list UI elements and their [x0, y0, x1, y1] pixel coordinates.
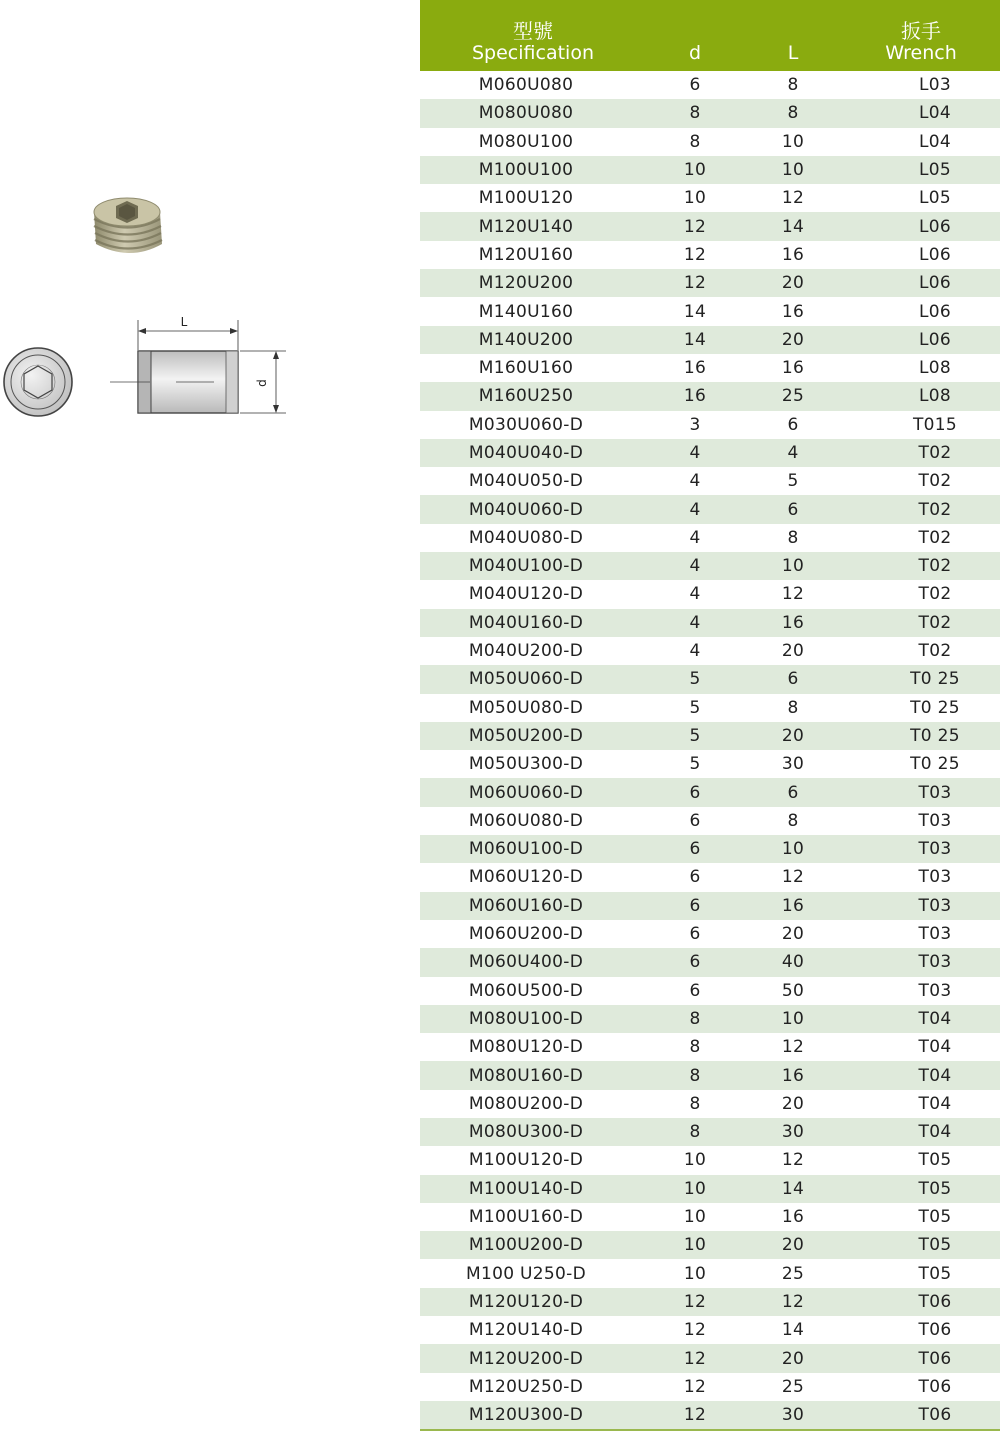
cell-l: 20	[781, 924, 805, 945]
cell-wrench: T05	[918, 1263, 952, 1284]
cell-d: 6	[646, 835, 744, 863]
cell-specification: M120U250-D	[468, 1376, 584, 1397]
cell-wrench: T02	[842, 552, 1000, 580]
cell-wrench: T03	[918, 810, 952, 831]
cell-l: 25	[744, 382, 842, 410]
cell-l: 20	[744, 1231, 842, 1259]
cell-specification: M080U200-D	[468, 1093, 584, 1114]
length-dimension-label: L	[180, 315, 188, 329]
cell-d: 16	[646, 382, 744, 410]
cell-l: 20	[744, 269, 842, 297]
end-view-drawing	[4, 348, 72, 416]
cell-specification: M100U160-D	[468, 1207, 584, 1228]
cell-d: 6	[689, 867, 701, 888]
table-row	[420, 382, 1000, 410]
table-row	[420, 269, 1000, 297]
cell-d: 6	[646, 778, 744, 806]
cell-l: 12	[781, 867, 805, 888]
cell-specification: M120U200	[420, 269, 646, 297]
cell-wrench: L06	[918, 301, 951, 322]
cell-wrench: L05	[918, 188, 951, 209]
cell-specification: M100U120	[478, 188, 574, 209]
table-row	[420, 694, 1000, 722]
cell-specification: M140U160	[478, 301, 574, 322]
cell-l: 6	[787, 414, 799, 435]
cell-specification: M120U160	[478, 244, 574, 265]
table-row	[420, 552, 1000, 580]
cell-l: 5	[787, 471, 799, 492]
cell-specification: M050U080-D	[468, 697, 584, 718]
cell-wrench: T05	[918, 1150, 952, 1171]
diameter-dimension-label: d	[255, 379, 269, 387]
cell-specification: M100U120-D	[468, 1150, 584, 1171]
cell-wrench: T04	[842, 1061, 1000, 1089]
cell-l: 14	[744, 212, 842, 240]
cell-l: 20	[744, 326, 842, 354]
cell-wrench: T02	[842, 495, 1000, 523]
side-view-drawing	[110, 320, 286, 413]
cell-d: 12	[683, 1376, 707, 1397]
cell-specification: M060U060-D	[420, 778, 646, 806]
wrench-header-english: Wrench	[885, 42, 957, 64]
cell-wrench: T02	[918, 471, 952, 492]
cell-d: 8	[689, 1037, 701, 1058]
table-body	[420, 71, 1000, 1430]
cell-l: 6	[744, 495, 842, 523]
table-row	[420, 297, 1000, 325]
cell-wrench: T03	[918, 924, 952, 945]
cell-wrench: T02	[842, 609, 1000, 637]
cell-wrench: T03	[918, 980, 952, 1001]
cell-d: 6	[689, 980, 701, 1001]
cell-specification: M040U050-D	[468, 471, 584, 492]
cell-l: 12	[781, 584, 805, 605]
cell-d: 5	[689, 754, 701, 775]
cell-wrench: L06	[842, 269, 1000, 297]
cell-specification: M160U250	[420, 382, 646, 410]
cell-d: 16	[683, 358, 707, 379]
product-figure	[0, 0, 420, 1438]
cell-specification: M060U080-D	[468, 810, 584, 831]
cell-specification: M100U100	[420, 156, 646, 184]
cell-wrench: T0 25	[910, 754, 960, 775]
cell-l: 10	[744, 1005, 842, 1033]
cell-d: 6	[646, 948, 744, 976]
cell-specification: M040U120-D	[468, 584, 584, 605]
table-row	[420, 128, 1000, 156]
table-row	[420, 778, 1000, 806]
cell-l: 8	[787, 527, 799, 548]
cell-specification: M080U080	[420, 99, 646, 127]
cell-d: 6	[689, 75, 701, 96]
cell-specification: M050U060-D	[420, 665, 646, 693]
cell-d: 4	[689, 584, 701, 605]
cell-specification: M080U100	[478, 131, 574, 152]
cell-l: 50	[781, 980, 805, 1001]
cell-d: 8	[689, 1093, 701, 1114]
table-row	[420, 156, 1000, 184]
table-row	[420, 637, 1000, 665]
cell-d: 4	[646, 495, 744, 523]
cell-l: 16	[744, 609, 842, 637]
cell-l: 20	[744, 722, 842, 750]
cell-specification: M120U300-D	[420, 1401, 646, 1430]
table-row	[420, 920, 1000, 948]
cell-wrench: T02	[918, 641, 952, 662]
cell-specification: M100U200-D	[420, 1231, 646, 1259]
cell-l: 30	[744, 1401, 842, 1430]
cell-d: 5	[689, 697, 701, 718]
cell-wrench: L08	[842, 382, 1000, 410]
cell-d: 10	[683, 188, 707, 209]
cell-l: 16	[744, 892, 842, 920]
column-header-wrench	[842, 0, 1000, 71]
cell-l: 10	[781, 131, 805, 152]
cell-specification: M120U140-D	[468, 1320, 584, 1341]
cell-d: 5	[646, 722, 744, 750]
table-row	[420, 212, 1000, 240]
table-row	[420, 1401, 1000, 1430]
cell-wrench: L04	[918, 131, 951, 152]
table-row	[420, 241, 1000, 269]
cell-l: 16	[744, 1061, 842, 1089]
table-row	[420, 665, 1000, 693]
cell-l: 6	[744, 665, 842, 693]
cell-wrench: T04	[918, 1093, 952, 1114]
cell-d: 4	[646, 552, 744, 580]
cell-d: 5	[646, 665, 744, 693]
cell-d: 8	[646, 1005, 744, 1033]
cell-specification: M060U160-D	[420, 892, 646, 920]
cell-l: 8	[744, 99, 842, 127]
cell-specification: M080U300-D	[420, 1118, 646, 1146]
cell-l: 25	[781, 1376, 805, 1397]
cell-d: 6	[689, 924, 701, 945]
spec-header-english: Specification	[472, 42, 594, 64]
cell-wrench: T04	[918, 1037, 952, 1058]
cell-wrench: T02	[918, 527, 952, 548]
cell-wrench: T02	[842, 439, 1000, 467]
cell-wrench: T04	[842, 1005, 1000, 1033]
cell-d: 3	[689, 414, 701, 435]
cell-l: 25	[781, 1263, 805, 1284]
cell-l: 12	[781, 1037, 805, 1058]
table-row	[420, 1288, 1000, 1316]
cell-d: 8	[646, 1118, 744, 1146]
cell-specification: M040U160-D	[420, 609, 646, 637]
cell-specification: M040U060-D	[420, 495, 646, 523]
cell-wrench: T02	[918, 584, 952, 605]
column-header-specification	[420, 0, 646, 71]
cell-specification: M060U120-D	[468, 867, 584, 888]
table-row	[420, 524, 1000, 552]
table-row	[420, 71, 1000, 99]
cell-wrench: T03	[842, 778, 1000, 806]
table-row	[420, 1061, 1000, 1089]
cell-l: 30	[744, 1118, 842, 1146]
column-header-d	[646, 0, 744, 71]
cell-wrench: T05	[842, 1175, 1000, 1203]
cell-l: 20	[781, 641, 805, 662]
table-row	[420, 99, 1000, 127]
table-row	[420, 1231, 1000, 1259]
cell-d: 12	[646, 1401, 744, 1430]
table-row	[420, 1090, 1000, 1118]
table-row	[420, 1316, 1000, 1344]
cell-l: 16	[781, 1207, 805, 1228]
cell-wrench: L05	[842, 156, 1000, 184]
table-row	[420, 1203, 1000, 1231]
cell-d: 8	[689, 131, 701, 152]
cell-wrench: L06	[842, 326, 1000, 354]
table-row	[420, 495, 1000, 523]
table-row	[420, 948, 1000, 976]
cell-specification: M080U100-D	[420, 1005, 646, 1033]
table-row	[420, 609, 1000, 637]
cell-wrench: T06	[918, 1320, 952, 1341]
cell-specification: M060U500-D	[468, 980, 584, 1001]
cell-wrench: L06	[918, 244, 951, 265]
specification-table	[420, 0, 1000, 1431]
table-row	[420, 184, 1000, 212]
cell-d: 10	[683, 1263, 707, 1284]
table-row	[420, 750, 1000, 778]
spec-header-chinese: 型號	[513, 19, 553, 43]
table-row	[420, 863, 1000, 891]
cell-wrench: T06	[842, 1288, 1000, 1316]
cell-specification: M100 U250-D	[466, 1263, 586, 1284]
cell-specification: M060U100-D	[420, 835, 646, 863]
cell-wrench: T03	[842, 835, 1000, 863]
cell-specification: M040U100-D	[420, 552, 646, 580]
cell-d: 12	[683, 244, 707, 265]
cell-specification: M040U080-D	[468, 527, 584, 548]
table-row	[420, 977, 1000, 1005]
cell-l: 30	[781, 754, 805, 775]
cell-specification: M120U200-D	[420, 1344, 646, 1372]
cell-d: 4	[646, 609, 744, 637]
l-header-label: L	[787, 42, 799, 64]
product-illustration	[0, 0, 420, 460]
cell-l: 10	[744, 552, 842, 580]
cell-specification: M060U200-D	[468, 924, 584, 945]
cell-specification: M120U120-D	[420, 1288, 646, 1316]
cell-d: 12	[646, 1288, 744, 1316]
cell-l: 16	[781, 358, 805, 379]
cell-l: 8	[787, 75, 799, 96]
d-header-label: d	[688, 42, 702, 64]
cell-wrench: L06	[842, 212, 1000, 240]
cell-specification: M100U140-D	[420, 1175, 646, 1203]
cell-d: 10	[683, 1150, 707, 1171]
cell-d: 4	[689, 641, 701, 662]
table-row	[420, 354, 1000, 382]
cell-l: 20	[744, 1344, 842, 1372]
cell-d: 10	[646, 1231, 744, 1259]
cell-l: 12	[781, 188, 805, 209]
table-row	[420, 326, 1000, 354]
cell-wrench: T03	[842, 892, 1000, 920]
table-row	[420, 807, 1000, 835]
cell-specification: M050U300-D	[468, 754, 584, 775]
cell-specification: M160U160	[478, 358, 574, 379]
cell-wrench: L04	[842, 99, 1000, 127]
cell-specification: M060U080	[478, 75, 574, 96]
cell-wrench: L03	[918, 75, 951, 96]
cell-d: 12	[646, 212, 744, 240]
cell-d: 14	[683, 301, 707, 322]
cell-wrench: T015	[912, 414, 958, 435]
table-row	[420, 1146, 1000, 1174]
cell-wrench: T06	[842, 1344, 1000, 1372]
cell-l: 20	[781, 1093, 805, 1114]
cell-wrench: T0 25	[910, 697, 960, 718]
cell-specification: M120U140	[420, 212, 646, 240]
wrench-header-chinese: 扳手	[901, 19, 941, 43]
table-row	[420, 1005, 1000, 1033]
table-row	[420, 439, 1000, 467]
cell-l: 10	[744, 156, 842, 184]
cell-l: 12	[781, 1150, 805, 1171]
cell-d: 6	[646, 892, 744, 920]
cell-wrench: T03	[918, 867, 952, 888]
cell-l: 4	[744, 439, 842, 467]
table-row	[420, 1373, 1000, 1401]
cell-wrench: L08	[918, 358, 951, 379]
cell-l: 14	[781, 1320, 805, 1341]
column-header-l	[744, 0, 842, 71]
cell-specification: M080U160-D	[420, 1061, 646, 1089]
cell-specification: M050U200-D	[420, 722, 646, 750]
cell-wrench: T06	[918, 1376, 952, 1397]
cell-d: 4	[689, 471, 701, 492]
cell-l: 14	[744, 1175, 842, 1203]
cell-l: 10	[744, 835, 842, 863]
cell-d: 12	[683, 1320, 707, 1341]
cell-wrench: T04	[842, 1118, 1000, 1146]
cell-l: 16	[781, 301, 805, 322]
table-row	[420, 1344, 1000, 1372]
cell-specification: M060U400-D	[420, 948, 646, 976]
table-header	[420, 0, 1000, 71]
cell-wrench: T05	[842, 1231, 1000, 1259]
cell-l: 8	[787, 810, 799, 831]
cell-l: 16	[781, 244, 805, 265]
cell-d: 12	[646, 1344, 744, 1372]
cell-d: 8	[646, 99, 744, 127]
cell-d: 10	[683, 1207, 707, 1228]
table-row	[420, 1175, 1000, 1203]
cell-specification: M040U040-D	[420, 439, 646, 467]
cell-specification: M080U120-D	[468, 1037, 584, 1058]
table-row	[420, 722, 1000, 750]
cell-d: 12	[646, 269, 744, 297]
cell-wrench: T06	[842, 1401, 1000, 1430]
cell-specification: M140U200	[420, 326, 646, 354]
cell-d: 10	[646, 1175, 744, 1203]
cell-wrench: T0 25	[842, 722, 1000, 750]
set-screw-photo	[94, 198, 162, 253]
cell-d: 4	[689, 527, 701, 548]
cell-d: 6	[689, 810, 701, 831]
cell-d: 14	[646, 326, 744, 354]
table-row	[420, 411, 1000, 439]
table-row	[420, 1259, 1000, 1287]
cell-wrench: T05	[918, 1207, 952, 1228]
cell-l: 12	[744, 1288, 842, 1316]
cell-specification: M030U060-D	[468, 414, 584, 435]
cell-wrench: T0 25	[842, 665, 1000, 693]
cell-d: 8	[646, 1061, 744, 1089]
cell-l: 8	[787, 697, 799, 718]
table-row	[420, 892, 1000, 920]
cell-l: 6	[744, 778, 842, 806]
cell-l: 40	[744, 948, 842, 976]
cell-wrench: T03	[842, 948, 1000, 976]
cell-specification: M040U200-D	[468, 641, 584, 662]
table-row	[420, 1118, 1000, 1146]
table-row	[420, 467, 1000, 495]
table-row	[420, 1033, 1000, 1061]
cell-d: 10	[646, 156, 744, 184]
cell-d: 4	[646, 439, 744, 467]
table-row	[420, 580, 1000, 608]
table-row	[420, 835, 1000, 863]
